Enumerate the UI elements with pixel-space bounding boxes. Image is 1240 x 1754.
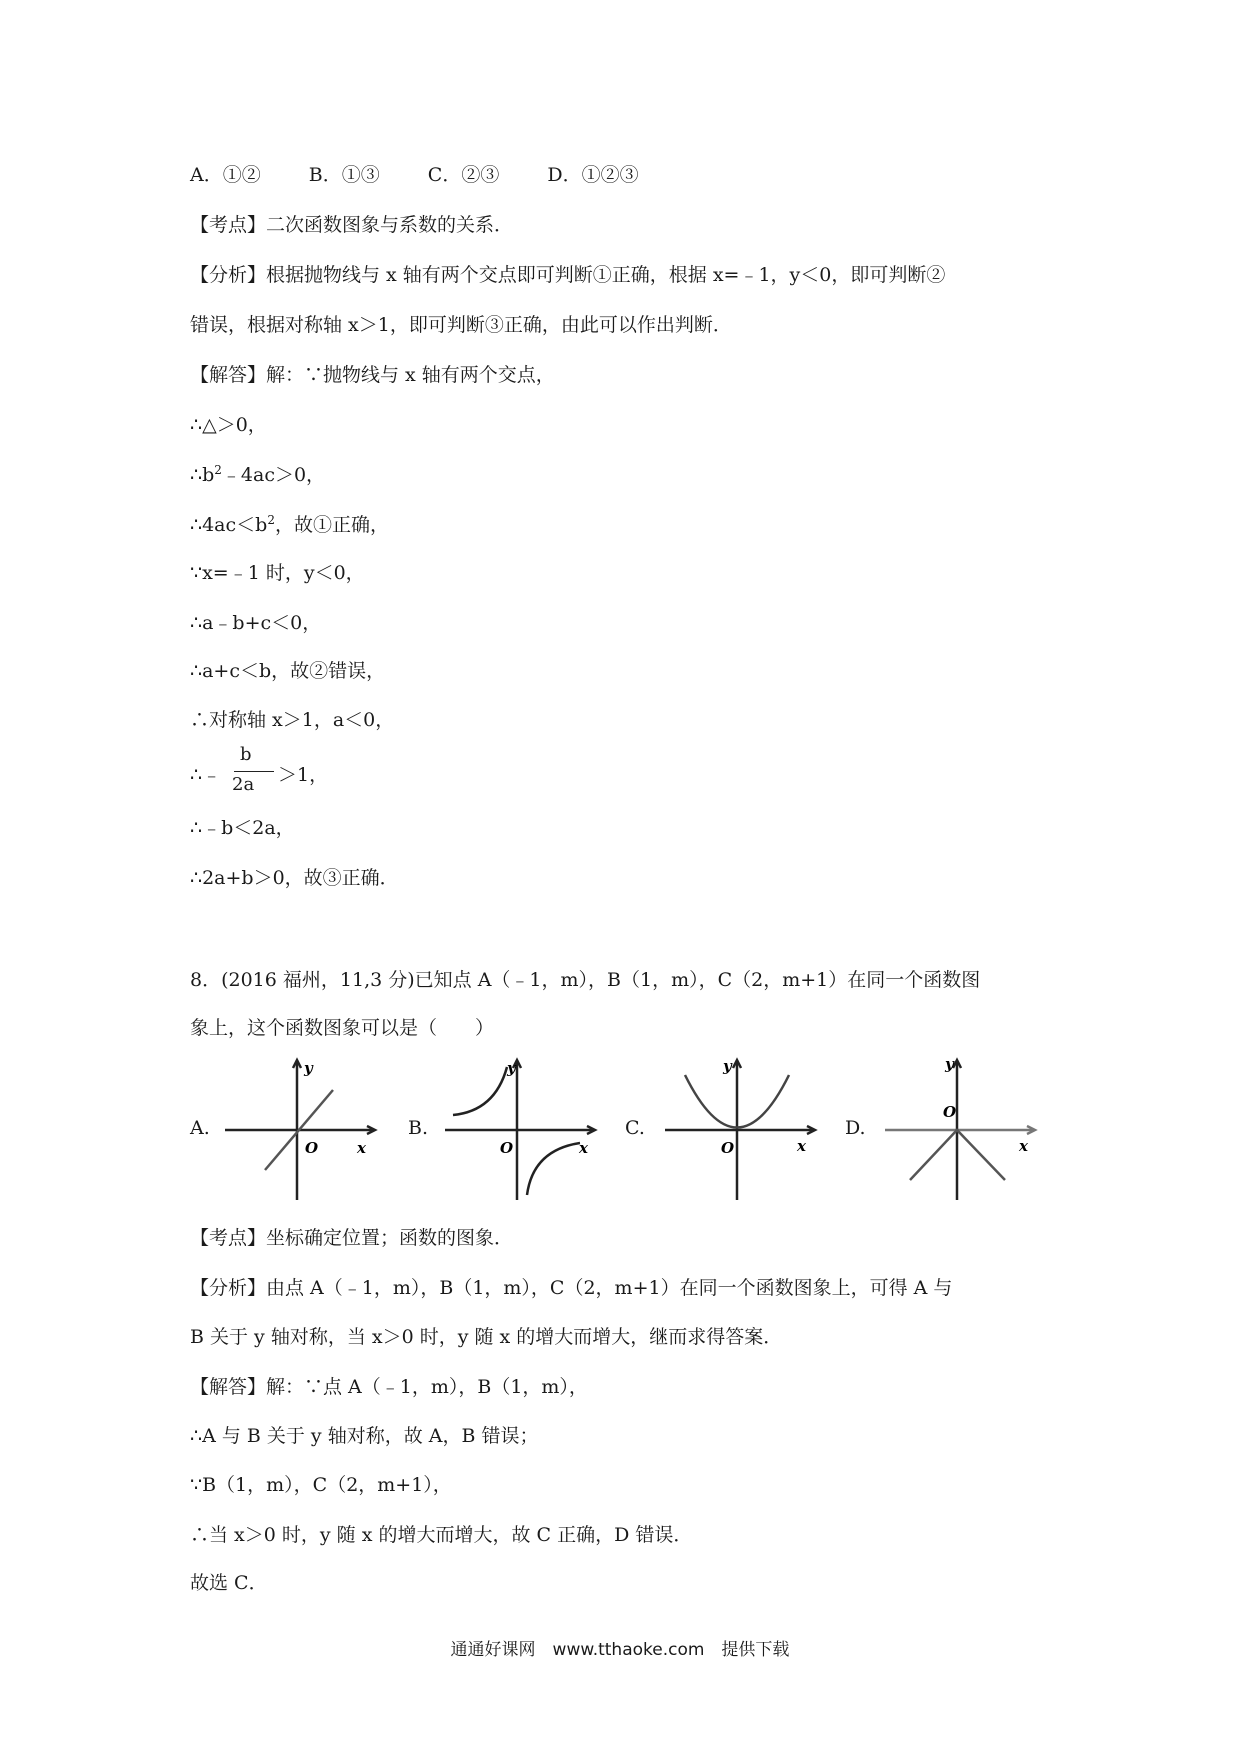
footer-watermark: 通通好课网 www.tthaoke.com 提供下载 [450, 1640, 790, 1660]
origin-label: O [305, 1139, 319, 1157]
q7-step-8-fraction: ∴﹣ b 2a ＞1， [190, 744, 329, 795]
origin-label: O [500, 1139, 514, 1157]
q8-graph-b-label[interactable]: B. [408, 1117, 429, 1139]
q7-step-2: $\therefore b^2﹣4ac>0$， [190, 463, 326, 486]
q8-step-2: ∵B（1，m），C（2，m+1）， [190, 1474, 452, 1496]
q7-option-b[interactable]: B．①③ [308, 164, 380, 186]
q7-step-6: ∴a+c＜b，故②错误， [190, 660, 386, 682]
q7-jieda: 【解答】解：∵抛物线与 x 轴有两个交点， [190, 364, 555, 386]
q8-graph-a[interactable] [225, 1055, 385, 1205]
hyperbola-branch-right [527, 1143, 580, 1195]
q7-kaodian: 【考点】二次函数图象与系数的关系． [190, 214, 514, 236]
y-axis-label: y [945, 1055, 954, 1073]
q8-answer: 故选 C． [190, 1572, 268, 1594]
q7-step-5: ∴a﹣b+c＜0， [190, 612, 322, 634]
q8-fenxi-line1: 【分析】由点 A（﹣1，m），B（1，m），C（2，m+1）在同一个函数图象上，可得 A 与 [190, 1277, 953, 1299]
q7-option-a[interactable]: A．①② [190, 164, 261, 186]
q8-step-3: ∴当 x＞0 时，y 随 x 的增大而增大，故 C 正确，D 错误． [190, 1524, 693, 1546]
fraction-denominator: 2a [232, 774, 255, 795]
q7-step-3: $\therefore 4ac<b^2$，故①正确， [190, 513, 389, 536]
q7-step-1: ∴△＞0， [190, 414, 267, 436]
fraction-bar [234, 771, 274, 772]
hyperbola-branch-left [453, 1067, 507, 1115]
origin-label: O [943, 1103, 957, 1121]
q8-stem-line1: 8．(2016 福州，11,3 分)已知点 A（﹣1，m），B（1，m），C（2，m+1）在同一个函数图 [190, 969, 981, 991]
y-axis-label: y [507, 1059, 516, 1077]
q8-jieda: 【解答】解：∵点 A（﹣1，m），B（1，m）， [190, 1376, 588, 1398]
y-axis-label: y [723, 1057, 732, 1075]
x-axis-label: x [797, 1137, 806, 1155]
q8-graph-c[interactable] [665, 1055, 825, 1205]
q8-fenxi-line2: B 关于 y 轴对称，当 x＞0 时，y 随 x 的增大而增大，继而求得答案． [190, 1326, 783, 1348]
y-axis-label: y [304, 1059, 313, 1077]
q7-step-4: ∵x=﹣1 时，y＜0， [190, 562, 365, 584]
q7-step-7: ∴对称轴 x＞1，a＜0， [190, 709, 395, 731]
x-axis-label: x [1019, 1137, 1028, 1155]
q8-graph-b[interactable] [445, 1055, 605, 1205]
q7-options [190, 160, 681, 187]
q8-graph-c-label[interactable]: C. [625, 1117, 645, 1139]
q8-stem-line2: 象上，这个函数图象可以是（ ） [190, 1017, 495, 1039]
q7-step-9: ∴﹣b＜2a， [190, 817, 295, 839]
q7-fenxi-line1: 【分析】根据抛物线与 x 轴有两个交点即可判断①正确，根据 x=﹣1，y＜0，即可判断② [190, 264, 946, 286]
x-axis-label: x [579, 1139, 588, 1157]
x-axis-label: x [357, 1139, 366, 1157]
origin-label: O [721, 1139, 735, 1157]
q8-graph-a-label[interactable]: A. [190, 1117, 210, 1139]
q7-option-d[interactable]: D．①②③ [547, 164, 639, 186]
fraction-numerator: b [240, 744, 252, 765]
q8-graph-d[interactable] [885, 1055, 1045, 1205]
q8-graph-d-label[interactable]: D. [845, 1117, 866, 1139]
q7-fenxi-line2: 错误，根据对称轴 x＞1，即可判断③正确，由此可以作出判断． [190, 314, 732, 336]
q8-step-1: ∴A 与 B 关于 y 轴对称，故 A，B 错误； [190, 1425, 539, 1447]
q7-option-c[interactable]: C．②③ [427, 164, 500, 186]
q7-step-10: ∴2a+b＞0，故③正确． [190, 867, 399, 889]
q8-kaodian: 【考点】坐标确定位置；函数的图象． [190, 1227, 514, 1249]
